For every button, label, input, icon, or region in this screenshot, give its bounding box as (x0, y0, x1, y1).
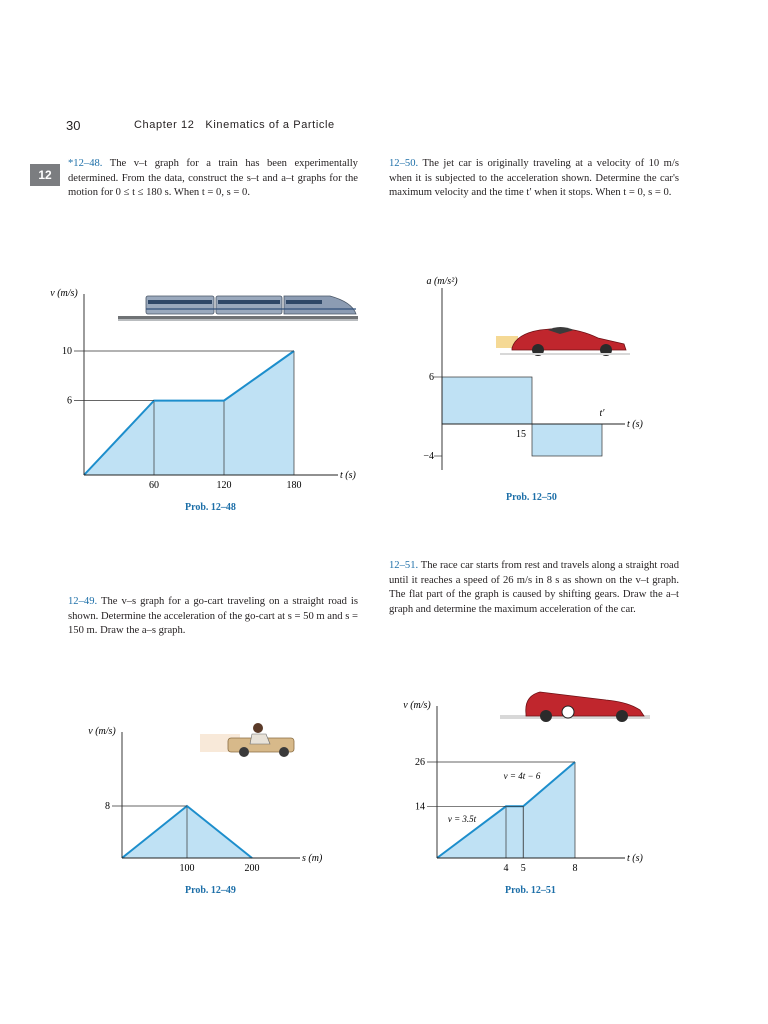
problem-number: 12–50. (389, 158, 419, 169)
chapter-tab: 12 (30, 164, 60, 186)
problem-statement: The race car starts from rest and travels along a straight road until it reaches a speed of 26 m/s in 8 s as shown on the v–t graph. The flat part of the graph is caused by shifting gears. Draw the a–t graph and determine the maximum acceleration of the car. (389, 560, 679, 615)
problem-statement: The jet car is originally traveling at a velocity of 10 m/s when it is subjected to the acceleration shown. Determine the car's maximum velocity and the time t′ when it stops. When t = 0, s = 0. (389, 158, 679, 199)
caption-prob-12-48: Prob. 12–48 (185, 502, 236, 513)
x-axis-label: t (s) (340, 470, 356, 481)
y-axis-label: v (m/s) (88, 726, 116, 737)
problem-number: 12–49. (68, 596, 98, 607)
x-tick-label: 100 (179, 863, 195, 874)
x-tick-label: 4 (503, 863, 509, 874)
chapter-title: Kinematics of a Particle (205, 119, 335, 131)
y-tick-label: −4 (423, 451, 434, 462)
train-illustration (118, 296, 358, 321)
page-number: 30 (66, 118, 81, 133)
x-tick-label: 60 (149, 480, 159, 491)
y-tick-label: 6 (429, 372, 434, 383)
chart-prob-12-51 (403, 700, 643, 874)
y-tick-label: 8 (105, 801, 110, 812)
x-tick-label: 8 (572, 863, 578, 874)
y-axis-label: v (m/s) (403, 700, 431, 711)
chart-prob-12-50 (423, 276, 643, 470)
accel-bar-positive (442, 377, 532, 424)
problem-statement: The v–t graph for a train has been experimentally determined. From the data, construct the s–t and a–t graphs for the motion for 0 ≤ t ≤ 180 s. When t = 0, s = 0. (68, 158, 358, 199)
x-axis-label: t (s) (627, 419, 643, 430)
y-tick-label: 10 (62, 346, 72, 357)
y-tick-label: 14 (415, 801, 425, 813)
caption-prob-12-49: Prob. 12–49 (185, 885, 236, 896)
caption-prob-12-51: Prob. 12–51 (505, 885, 556, 896)
x-axis-label: t (s) (627, 853, 643, 864)
x-tick-label: 15 (516, 429, 526, 440)
chapter-word: Chapter 12 (134, 119, 195, 131)
go-cart-illustration (200, 723, 294, 757)
x-tick-label: 5 (520, 863, 526, 874)
y-axis-label: v (m/s) (50, 288, 78, 299)
segment-annotation: v = 4t − 6 (503, 771, 541, 781)
x-tick-label: 200 (244, 863, 260, 874)
jet-car-illustration (496, 327, 630, 356)
problem-statement: The v–s graph for a go-cart traveling on a straight road is shown. Determine the acceleration of the go-cart at s = 50 m and s = 150 m. Draw the a–s graph. (68, 596, 358, 637)
caption-prob-12-50: Prob. 12–50 (506, 492, 557, 503)
x-axis-label: s (m) (302, 853, 323, 864)
x-tick-label: 120 (216, 480, 232, 491)
problem-number: 12–51. (389, 560, 419, 571)
problem-number: *12–48. (68, 158, 103, 169)
y-tick-label: 6 (67, 395, 72, 407)
accel-bar-negative (532, 424, 602, 456)
x-tick-label: 180 (286, 480, 302, 491)
segment-annotation: v = 3.5t (447, 814, 477, 824)
x-tick-label: t′ (599, 408, 605, 419)
data-area (84, 351, 294, 475)
y-axis-label: a (m/s²) (426, 276, 458, 287)
race-car-illustration (500, 692, 650, 722)
y-tick-label: 26 (415, 757, 425, 768)
